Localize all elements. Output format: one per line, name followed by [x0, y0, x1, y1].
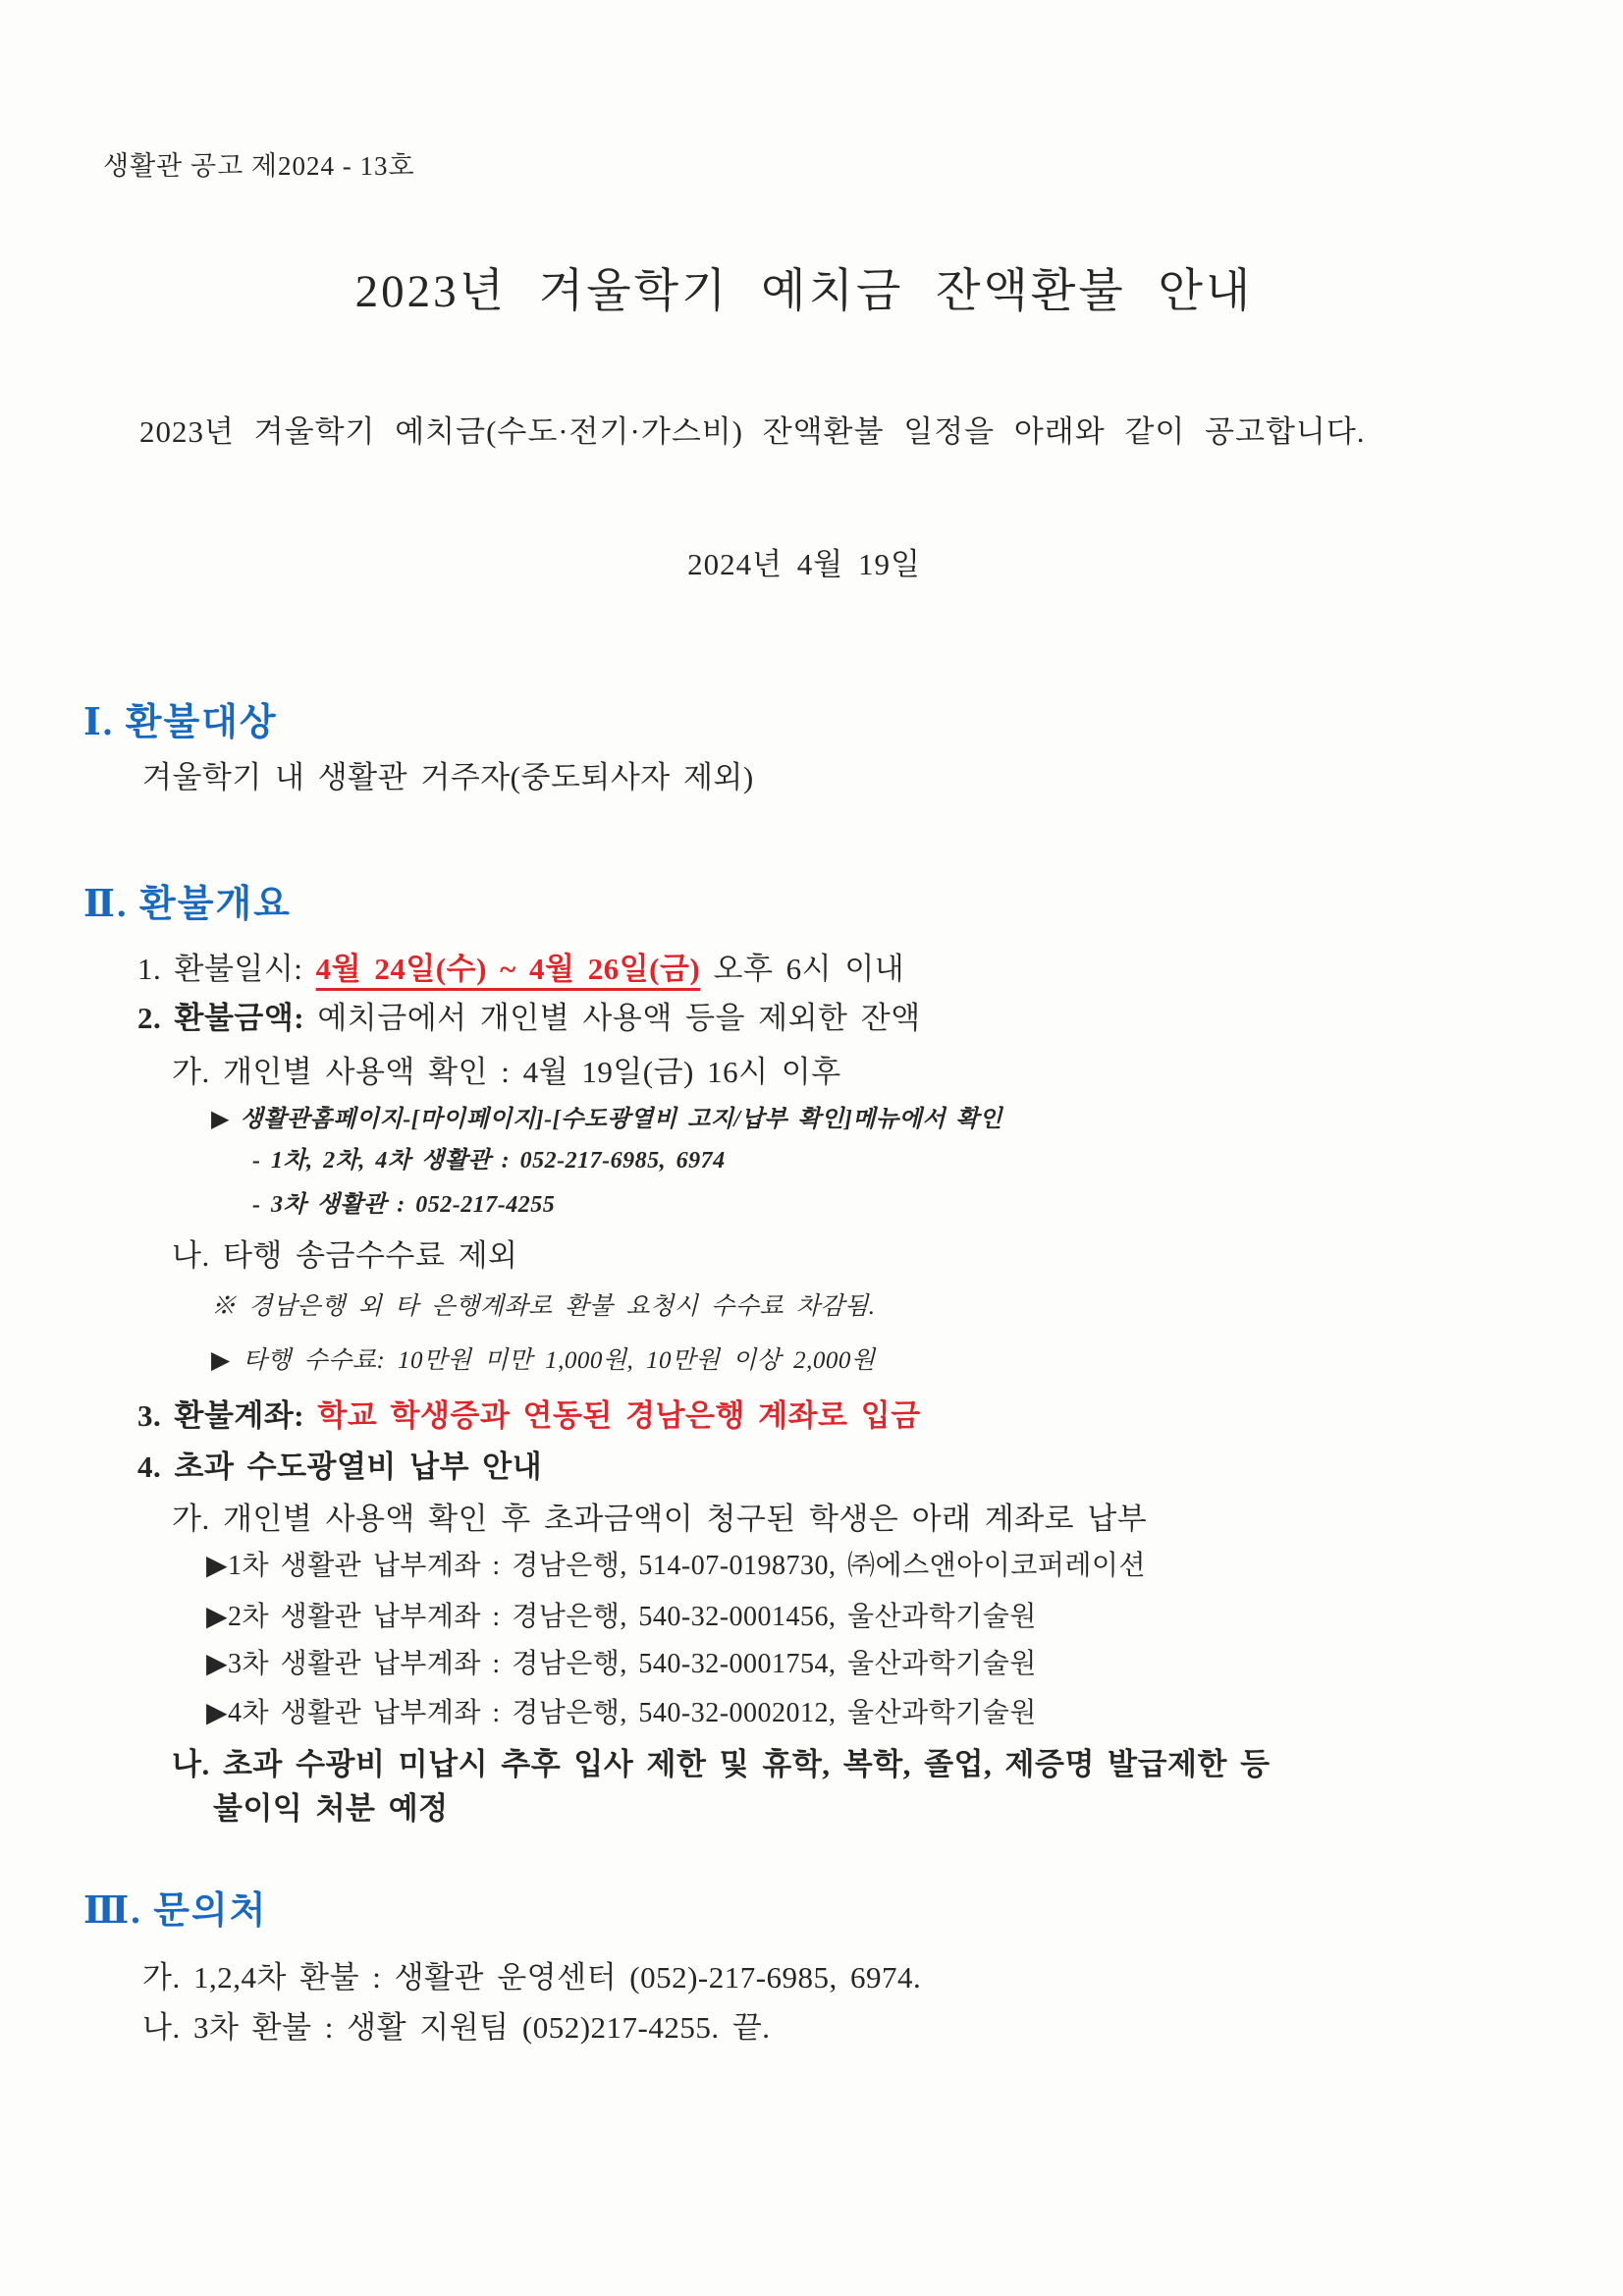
overdue-penalty-line-2: 불이익 처분 예정 — [213, 1791, 449, 1826]
transfer-fee-amount-note: ▶ 타행 수수료: 10만원 미만 1,000원, 10만원 이상 2,000원 — [211, 1347, 876, 1374]
refund-target-body: 겨울학기 내 생활관 거주자(중도퇴사자 제외) — [142, 760, 754, 794]
contact-refund-1-2-4-line: 가. 1,2,4차 환불 : 생활관 운영센터 (052)-217-6985, 6974. — [142, 1960, 922, 1995]
intro-paragraph: 2023년 겨울학기 예치금(수도·전기·가스비) 잔액환불 일정을 아래와 같이 공고합니다. — [139, 414, 1366, 449]
payment-account-line-3: ▶3차 생활관 납부계좌 : 경남은행, 540-32-0001754, 울산과학기술원 — [206, 1649, 1037, 1679]
section-refund-target-heading: Ⅰ. 환불대상 — [83, 702, 278, 743]
refund-account-highlight: 학교 학생증과 연동된 경남은행 계좌로 입금 — [304, 1398, 921, 1433]
transfer-fee-line: 나. 타행 송금수수료 제외 — [172, 1238, 518, 1273]
issue-date: 2024년 4월 19일 — [687, 547, 921, 581]
refund-datetime-suffix: 오후 6시 이내 — [700, 952, 905, 986]
homepage-menu-note: ▶ 생활관홈페이지-[마이페이지]-[수도광열비 고지/납부 확인]메뉴에서 확인 — [211, 1107, 1002, 1132]
refund-datetime-line — [137, 948, 1525, 990]
refund-amount-label: 2. 환불금액: — [137, 1001, 305, 1035]
dorm-phone-1-2-4-note: - 1차, 2차, 4차 생활관 : 052-217-6985, 6974 — [252, 1148, 726, 1174]
section-contact-heading: Ⅲ. 문의처 — [83, 1890, 268, 1932]
excess-utility-heading-line: 4. 초과 수도광열비 납부 안내 — [137, 1449, 543, 1484]
overdue-penalty-line-1: 나. 초과 수광비 미납시 추후 입사 제한 및 휴학, 복학, 졸업, 제증명 발급제한 등 — [172, 1747, 1271, 1781]
fee-deduction-note: ※ 경남은행 외 타 은행계좌로 환불 요청시 수수료 차감됨. — [211, 1293, 876, 1320]
refund-datetime-prefix: 1. 환불일시: — [137, 952, 316, 986]
refund-account-label: 3. 환불계좌: — [137, 1398, 305, 1433]
refund-amount-line — [137, 997, 1525, 1039]
dorm-phone-3-note: - 3차 생활관 : 052-217-4255 — [252, 1192, 556, 1218]
refund-datetime-highlight: 4월 24일(수) ~ 4월 26일(금) — [315, 952, 701, 986]
payment-account-line-4: ▶4차 생활관 납부계좌 : 경남은행, 540-32-0002012, 울산과학기술원 — [206, 1698, 1037, 1728]
refund-account-line — [137, 1394, 1525, 1437]
payment-account-line-1: ▶1차 생활관 납부계좌 : 경남은행, 514-07-0198730, ㈜에스앤아이코퍼레이션 — [206, 1551, 1147, 1581]
page-title: 2023년 겨울학기 예치금 잔액환불 안내 — [354, 266, 1254, 317]
refund-amount-text: 예치금에서 개인별 사용액 등을 제외한 잔액 — [304, 1001, 921, 1035]
contact-refund-3-line: 나. 3차 환불 : 생활 지원팀 (052)217-4255. 끝. — [142, 2010, 771, 2045]
doc-number: 생활관 공고 제2024 - 13호 — [103, 151, 415, 181]
payment-account-line-2: ▶2차 생활관 납부계좌 : 경남은행, 540-32-0001456, 울산과학기술원 — [206, 1602, 1037, 1632]
individual-usage-check-line: 가. 개인별 사용액 확인 : 4월 19일(금) 16시 이후 — [172, 1055, 841, 1089]
section-refund-overview-heading: Ⅱ. 환불개요 — [83, 884, 292, 925]
excess-payment-guide-line: 가. 개인별 사용액 확인 후 초과금액이 청구된 학생은 아래 계좌로 납부 — [172, 1502, 1148, 1536]
